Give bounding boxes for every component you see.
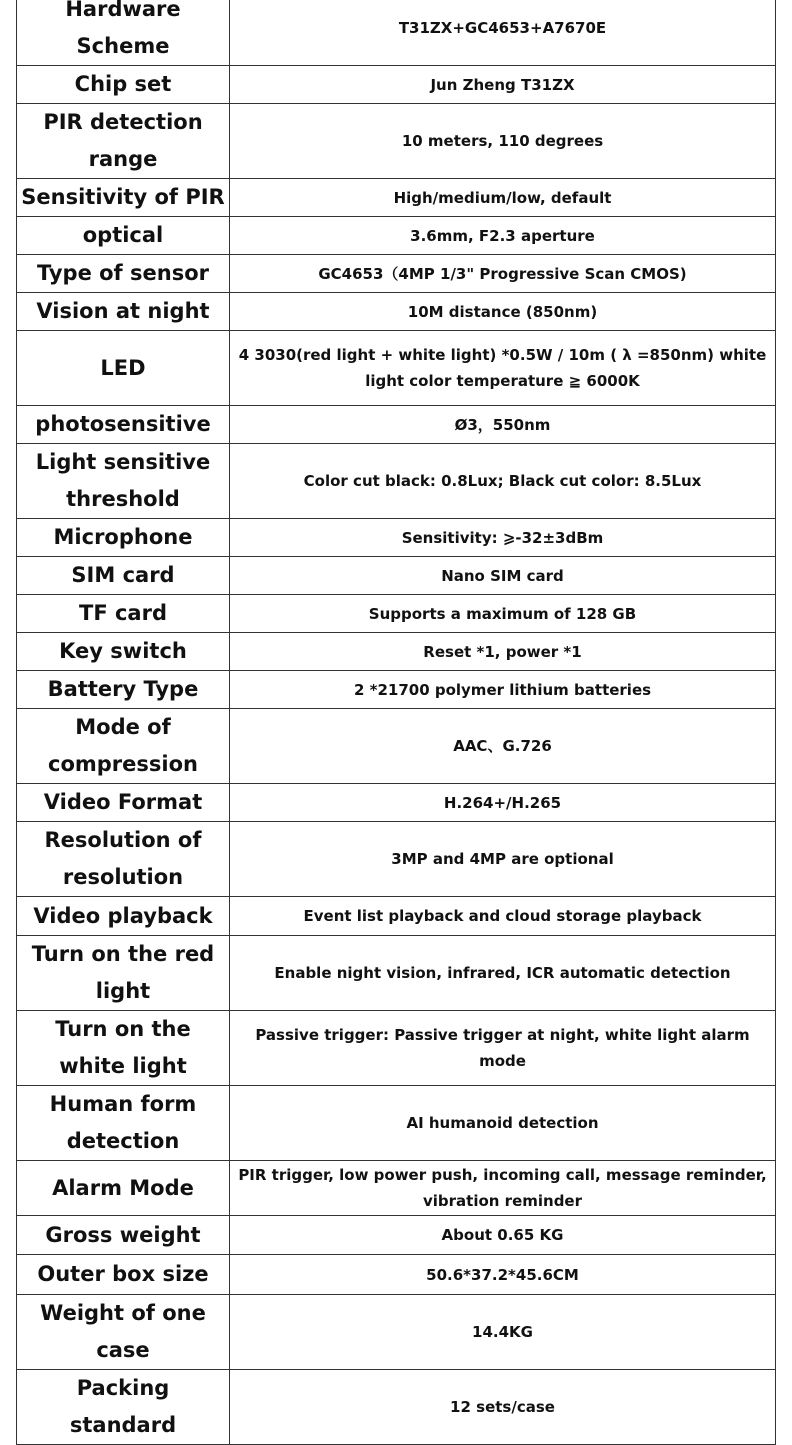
spec-label: Key switch (59, 639, 187, 663)
spec-label-cell (17, 104, 230, 179)
spec-label: Video playback (33, 903, 213, 928)
table-row (17, 784, 776, 822)
spec-label: Microphone (53, 525, 193, 549)
table-row (17, 557, 776, 595)
spec-value: GC4653（4MP 1/3" Progressive Scan CMOS) (318, 264, 687, 283)
spec-label-cell (17, 1216, 230, 1255)
table-row (17, 1255, 776, 1295)
spec-value-cell (230, 557, 776, 595)
table-row (17, 1011, 776, 1086)
spec-value-cell (230, 0, 776, 66)
spec-label: Gross weight (45, 1222, 201, 1247)
spec-table-body (17, 0, 776, 1445)
spec-value: Sensitivity: ⩾-32±3dBm (401, 528, 604, 547)
spec-label-cell (17, 293, 230, 331)
table-row (17, 104, 776, 179)
spec-label-cell (17, 1295, 230, 1370)
spec-label-cell (17, 595, 230, 633)
spec-value: Passive trigger: Passive trigger at night, white light alarm mode (255, 1026, 750, 1070)
table-row (17, 293, 776, 331)
spec-value: 4 3030(red light + white light) *0.5W / 10m ( λ =850nm) white light color temperature ≧ 6000K (238, 346, 767, 390)
spec-value: Color cut black: 0.8Lux; Black cut color: 8.5Lux (303, 472, 702, 490)
table-row (17, 444, 776, 519)
spec-value: H.264+/H.265 (443, 793, 562, 812)
spec-value-cell (230, 179, 776, 217)
spec-value-cell (230, 1295, 776, 1370)
spec-value-cell (230, 255, 776, 293)
spec-label: Video Format (43, 790, 203, 814)
spec-value-cell (230, 822, 776, 897)
table-row (17, 897, 776, 936)
spec-label-cell (17, 897, 230, 936)
table-row (17, 709, 776, 784)
spec-label-cell (17, 406, 230, 444)
table-row (17, 66, 776, 104)
spec-value: Event list playback and cloud storage playback (303, 907, 702, 925)
spec-value: 12 sets/case (450, 1398, 555, 1416)
spec-value-cell (230, 709, 776, 784)
spec-value-cell (230, 1086, 776, 1161)
spec-value-cell (230, 444, 776, 519)
table-row (17, 1216, 776, 1255)
table-row (17, 406, 776, 444)
spec-label: SIM card (71, 563, 175, 587)
spec-value: 10 meters, 110 degrees (401, 132, 604, 150)
spec-label-cell (17, 709, 230, 784)
spec-label-cell (17, 1370, 230, 1445)
spec-value: Enable night vision, infrared, ICR automatic detection (274, 964, 731, 982)
spec-label-cell (17, 255, 230, 293)
spec-label: Alarm Mode (52, 1175, 194, 1200)
spec-label-cell (17, 444, 230, 519)
table-row (17, 179, 776, 217)
table-row (17, 1161, 776, 1216)
spec-value: T31ZX+GC4653+A7670E (398, 19, 607, 37)
spec-label: Battery Type (47, 677, 199, 701)
spec-value: 10M distance (850nm) (407, 302, 598, 321)
spec-value-cell (230, 1370, 776, 1445)
spec-value-cell (230, 1011, 776, 1086)
spec-value: Reset *1, power *1 (423, 642, 582, 661)
spec-label-cell (17, 822, 230, 897)
spec-value: Supports a maximum of 128 GB (368, 604, 637, 623)
spec-value: AI humanoid detection (406, 1114, 599, 1132)
spec-value-cell (230, 104, 776, 179)
spec-label: Weight of one case (40, 1301, 206, 1362)
table-row (17, 671, 776, 709)
spec-label: Mode of compression (48, 715, 198, 776)
spec-value-cell (230, 66, 776, 104)
spec-label-cell (17, 671, 230, 709)
spec-value: Jun Zheng T31ZX (430, 75, 575, 94)
spec-value-cell (230, 897, 776, 936)
spec-value-cell (230, 633, 776, 671)
spec-value: 2 *21700 polymer lithium batteries (353, 680, 652, 699)
spec-label-cell (17, 1011, 230, 1086)
spec-value-cell (230, 217, 776, 255)
spec-label: Outer box size (37, 1262, 209, 1286)
spec-value: AAC、G.726 (453, 737, 552, 755)
spec-label-cell (17, 66, 230, 104)
spec-label-cell (17, 179, 230, 217)
spec-label: Light sensitive threshold (35, 450, 211, 511)
spec-value: PIR trigger, low power push, incoming call, message reminder, vibration reminder (238, 1166, 767, 1210)
spec-value-cell (230, 519, 776, 557)
table-row (17, 0, 776, 66)
table-row (17, 1370, 776, 1445)
table-row (17, 633, 776, 671)
table-row (17, 217, 776, 255)
spec-label-cell (17, 936, 230, 1011)
spec-label: LED (100, 355, 146, 380)
table-row (17, 1086, 776, 1161)
table-row (17, 822, 776, 897)
spec-label: Hardware Scheme (65, 0, 181, 58)
spec-value: 3.6mm, F2.3 aperture (410, 226, 595, 245)
spec-value: About 0.65 KG (441, 1226, 564, 1244)
spec-value: Ø3，550nm (454, 415, 551, 434)
spec-label-cell (17, 633, 230, 671)
table-row (17, 1295, 776, 1370)
spec-label: Turn on the red light (31, 942, 215, 1003)
spec-value: 50.6*37.2*45.6CM (426, 1265, 579, 1284)
spec-label-cell (17, 1161, 230, 1216)
spec-label-cell (17, 0, 230, 66)
spec-table (16, 0, 776, 1445)
spec-value-cell (230, 331, 776, 406)
spec-label-cell (17, 784, 230, 822)
spec-label-cell (17, 331, 230, 406)
spec-value: 3MP and 4MP are optional (391, 850, 614, 868)
spec-label-cell (17, 1255, 230, 1295)
spec-label: Type of sensor (37, 261, 209, 285)
spec-label: Resolution of resolution (44, 828, 202, 889)
spec-label-cell (17, 217, 230, 255)
spec-label: TF card (79, 601, 167, 625)
spec-label-cell (17, 1086, 230, 1161)
spec-value: Nano SIM card (441, 566, 564, 585)
table-row (17, 595, 776, 633)
spec-value-cell (230, 671, 776, 709)
table-row (17, 331, 776, 406)
spec-value-cell (230, 1161, 776, 1216)
table-row (17, 519, 776, 557)
spec-label: Vision at night (36, 299, 210, 323)
spec-value: 14.4KG (472, 1323, 533, 1341)
spec-value-cell (230, 784, 776, 822)
spec-label: optical (82, 223, 164, 247)
table-row (17, 255, 776, 293)
spec-label: Packing standard (69, 1376, 177, 1437)
spec-label: Turn on the white light (55, 1017, 191, 1078)
spec-label: Human form detection (49, 1092, 197, 1153)
table-row (17, 936, 776, 1011)
spec-label: Sensitivity of PIR (21, 185, 225, 209)
spec-value-cell (230, 1255, 776, 1295)
spec-value-cell (230, 293, 776, 331)
spec-label: PIR detection range (43, 110, 203, 171)
spec-label: photosensitive (35, 412, 211, 436)
spec-value-cell (230, 936, 776, 1011)
spec-value: High/medium/low, default (393, 188, 612, 207)
spec-value-cell (230, 1216, 776, 1255)
spec-value-cell (230, 595, 776, 633)
spec-label-cell (17, 557, 230, 595)
spec-label: Chip set (74, 72, 172, 96)
spec-value-cell (230, 406, 776, 444)
spec-label-cell (17, 519, 230, 557)
